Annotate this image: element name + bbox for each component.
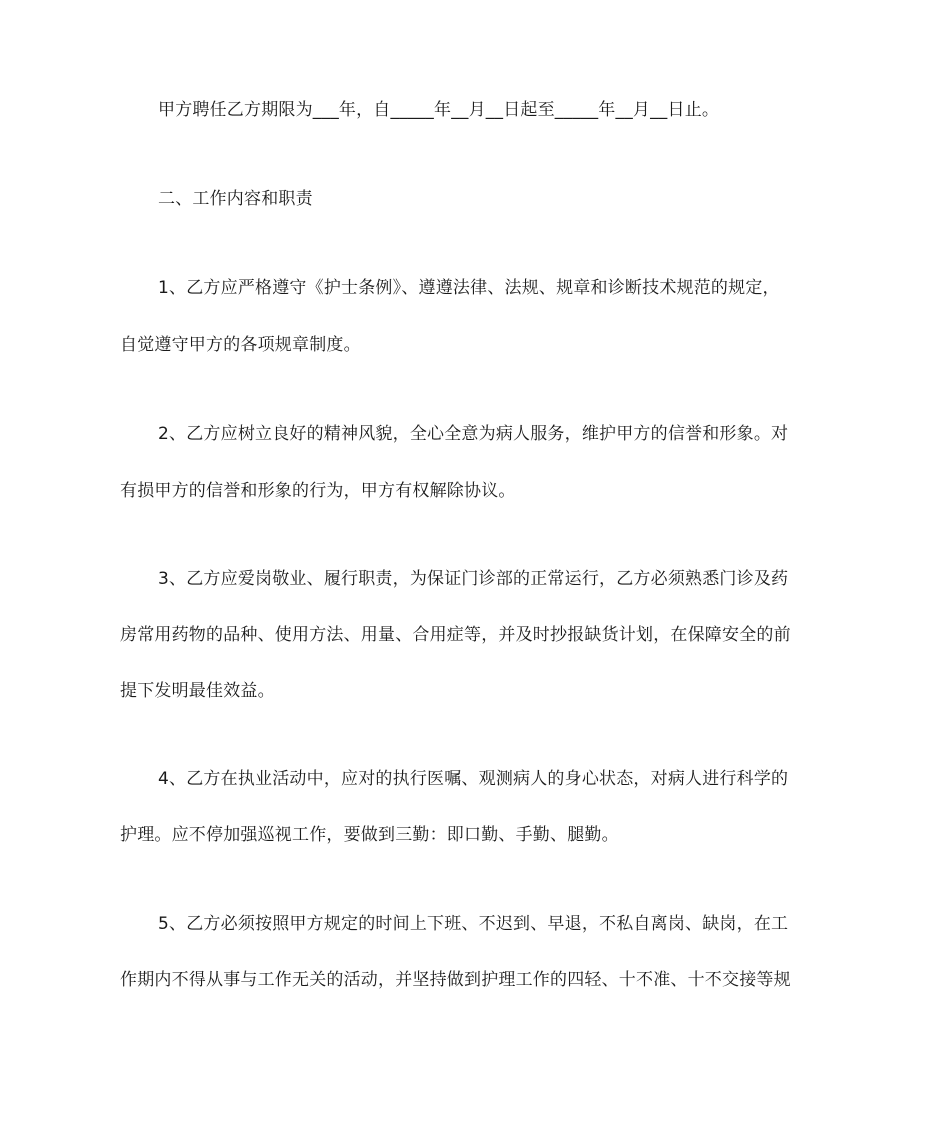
section-heading: 二、工作内容和职责 (158, 189, 313, 209)
clause-3-line-1: 3、乙方应爱岗敬业、履行职责，为保证门诊部的正常运行，乙方必须熟悉门诊及药 (158, 569, 789, 589)
clause-5-line-2: 作期内不得从事与工作无关的活动，并坚持做到护理工作的四轻、十不准、十不交接等规 (120, 970, 791, 990)
clause-3-line-3: 提下发明最佳效益。 (120, 681, 275, 701)
contract-term-line: 甲方聘任乙方期限为___年，自_____年__月__日起至_____年__月__日止。 (158, 100, 720, 120)
clause-4-line-1: 4、乙方在执业活动中，应对的执行医嘱、观测病人的身心状态，对病人进行科学的 (158, 769, 789, 789)
clause-3-line-2: 房常用药物的品种、使用方法、用量、合用症等，并及时抄报缺货计划，在保障安全的前 (120, 625, 791, 645)
clause-1-line-2: 自觉遵守甲方的各项规章制度。 (120, 335, 361, 355)
clause-2-line-1: 2、乙方应树立良好的精神风貌，全心全意为病人服务，维护甲方的信誉和形象。对 (158, 424, 789, 444)
clause-1-line-1: 1、乙方应严格遵守《护士条例》、遵遵法律、法规、规章和诊断技术规范的规定， (158, 278, 780, 298)
clause-5-line-1: 5、乙方必须按照甲方规定的时间上下班、不迟到、早退，不私自离岗、缺岗，在工 (158, 914, 789, 934)
clause-2-line-2: 有损甲方的信誉和形象的行为，甲方有权解除协议。 (120, 481, 516, 501)
clause-4-line-2: 护理。应不停加强巡视工作，要做到三勤：即口勤、手勤、腿勤。 (120, 825, 619, 845)
